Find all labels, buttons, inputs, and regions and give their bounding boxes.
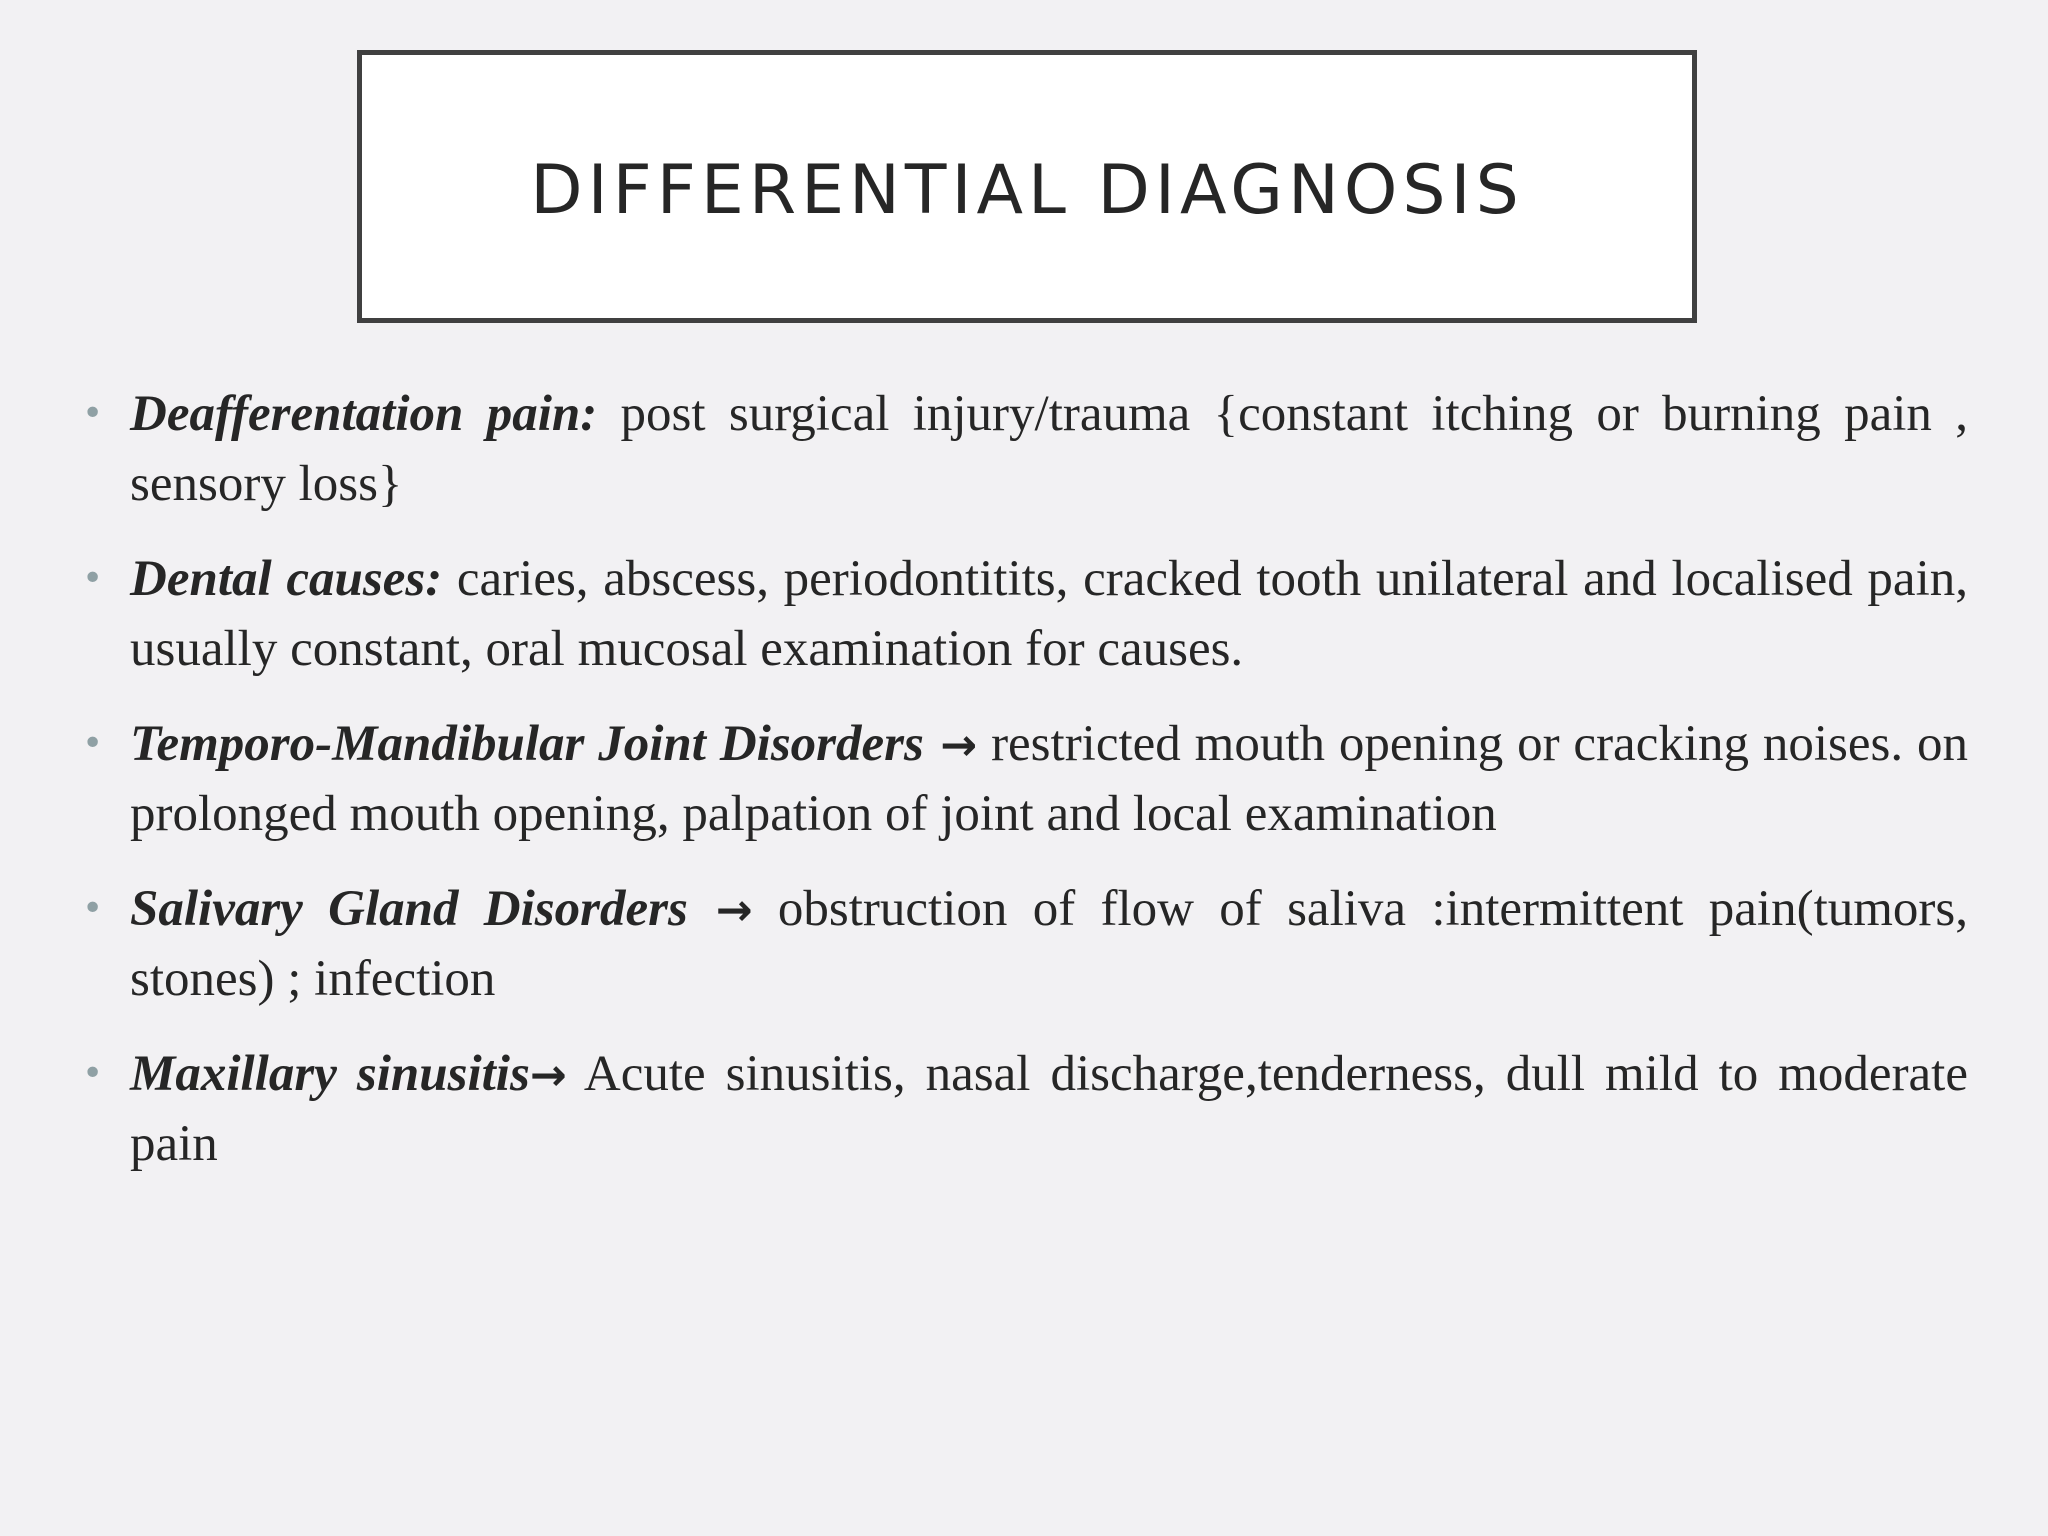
bullet-item-salivary-gland-disorders [82, 875, 1968, 1013]
title-box [357, 50, 1697, 323]
bullet-text: caries, abscess, periodontitits, cracked tooth unilateral and localised pain, usually constant, oral mucosal examination for causes. [130, 551, 1968, 677]
arrow-icon: → [529, 1050, 567, 1101]
bullet-dot-icon: • [82, 723, 104, 764]
bullet-text: Acute sinusitis, nasal discharge,tenderness, dull mild to moderate pain [130, 1046, 1968, 1172]
arrow-icon: → [687, 885, 753, 936]
bullet-list [82, 380, 1969, 1205]
bullet-dot-icon: • [82, 888, 104, 929]
bullet-dot-icon: • [82, 1053, 104, 1094]
bullet-item-dental-causes [82, 545, 1968, 683]
bullet-term: Temporo-Mandibular Joint Disorders [130, 716, 924, 772]
bullet-term: Deafferentation pain: [130, 386, 598, 442]
bullet-item-maxillary-sinusitis [82, 1040, 1968, 1178]
bullet-item-deafferentation-pain [82, 380, 1968, 518]
bullet-text: obstruction of flow of saliva :intermittent pain(tumors, stones) ; infection [130, 881, 1968, 1007]
bullet-item-tmj-disorders [82, 710, 1969, 848]
bullet-dot-icon: • [82, 393, 104, 434]
arrow-icon: → [923, 720, 978, 771]
bullet-term: Maxillary sinusitis [130, 1046, 530, 1102]
slide-title: DIFFERENTIAL DIAGNOSIS [530, 151, 1524, 230]
bullet-text: restricted mouth opening or cracking noises. on prolonged mouth opening, palpation of joint and local examination [130, 716, 1969, 842]
bullet-dot-icon: • [82, 558, 104, 599]
bullet-text: post surgical injury/trauma {constant itching or burning pain , sensory loss} [130, 386, 1968, 512]
bullet-term: Dental causes: [130, 551, 443, 607]
bullet-term: Salivary Gland Disorders [130, 881, 688, 937]
